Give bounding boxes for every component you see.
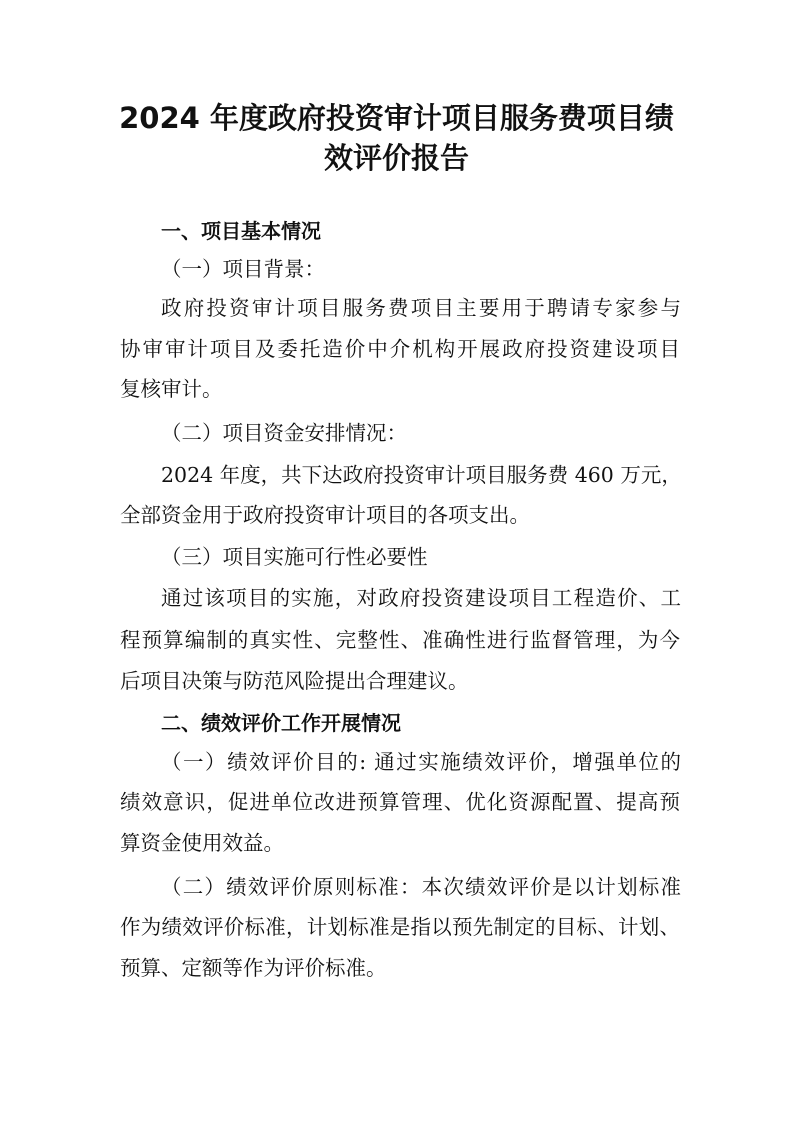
paragraph-line: 后项目决策与防范风险提出合理建议。 — [120, 669, 469, 693]
paragraph-line: （一）绩效评价目的: 通过实施绩效评价，增强单位的 — [161, 750, 681, 774]
paragraph-line: 政府投资审计项目服务费项目主要用于聘请专家参与 — [161, 296, 681, 320]
paragraph-line: 预算、定额等作为评价标准。 — [120, 956, 387, 980]
section-2-heading: 二、绩效评价工作开展情况 — [161, 711, 401, 735]
paragraph-line: 绩效意识，促进单位改进预算管理、优化资源配置、提高预 — [120, 790, 680, 814]
section-1-heading: 一、项目基本情况 — [161, 219, 321, 243]
paragraph-line: 全部资金用于政府投资审计项目的各项支出。 — [120, 503, 530, 527]
paragraph-line: 算资金使用效益。 — [120, 831, 284, 855]
section-1-sub-2-heading: （二）项目资金安排情况： — [161, 421, 407, 445]
document-title-line-2: 效评价报告 — [323, 141, 469, 175]
paragraph-line: 通过该项目的实施，对政府投资建设项目工程造价、工 — [161, 586, 681, 610]
paragraph-line: 程预算编制的真实性、完整性、准确性进行监督管理，为今 — [120, 628, 680, 652]
document-title-line-1: 2024 年度政府投资审计项目服务费项目绩 — [119, 101, 674, 135]
paragraph-line: 2024 年度，共下达政府投资审计项目服务费 460 万元， — [161, 463, 682, 487]
paragraph-line: 复核审计。 — [120, 377, 223, 401]
paragraph-line: 协审审计项目及委托造价中介机构开展政府投资建设项目 — [120, 337, 680, 361]
section-1-sub-1-heading: （一）项目背景： — [161, 257, 325, 281]
section-1-sub-3-heading: （三）项目实施可行性必要性 — [161, 545, 428, 569]
paragraph-line: 作为绩效评价标准，计划标准是指以预先制定的目标、计划、 — [120, 915, 680, 939]
paragraph-line: （二）绩效评价原则标准：本次绩效评价是以计划标准 — [161, 875, 681, 899]
